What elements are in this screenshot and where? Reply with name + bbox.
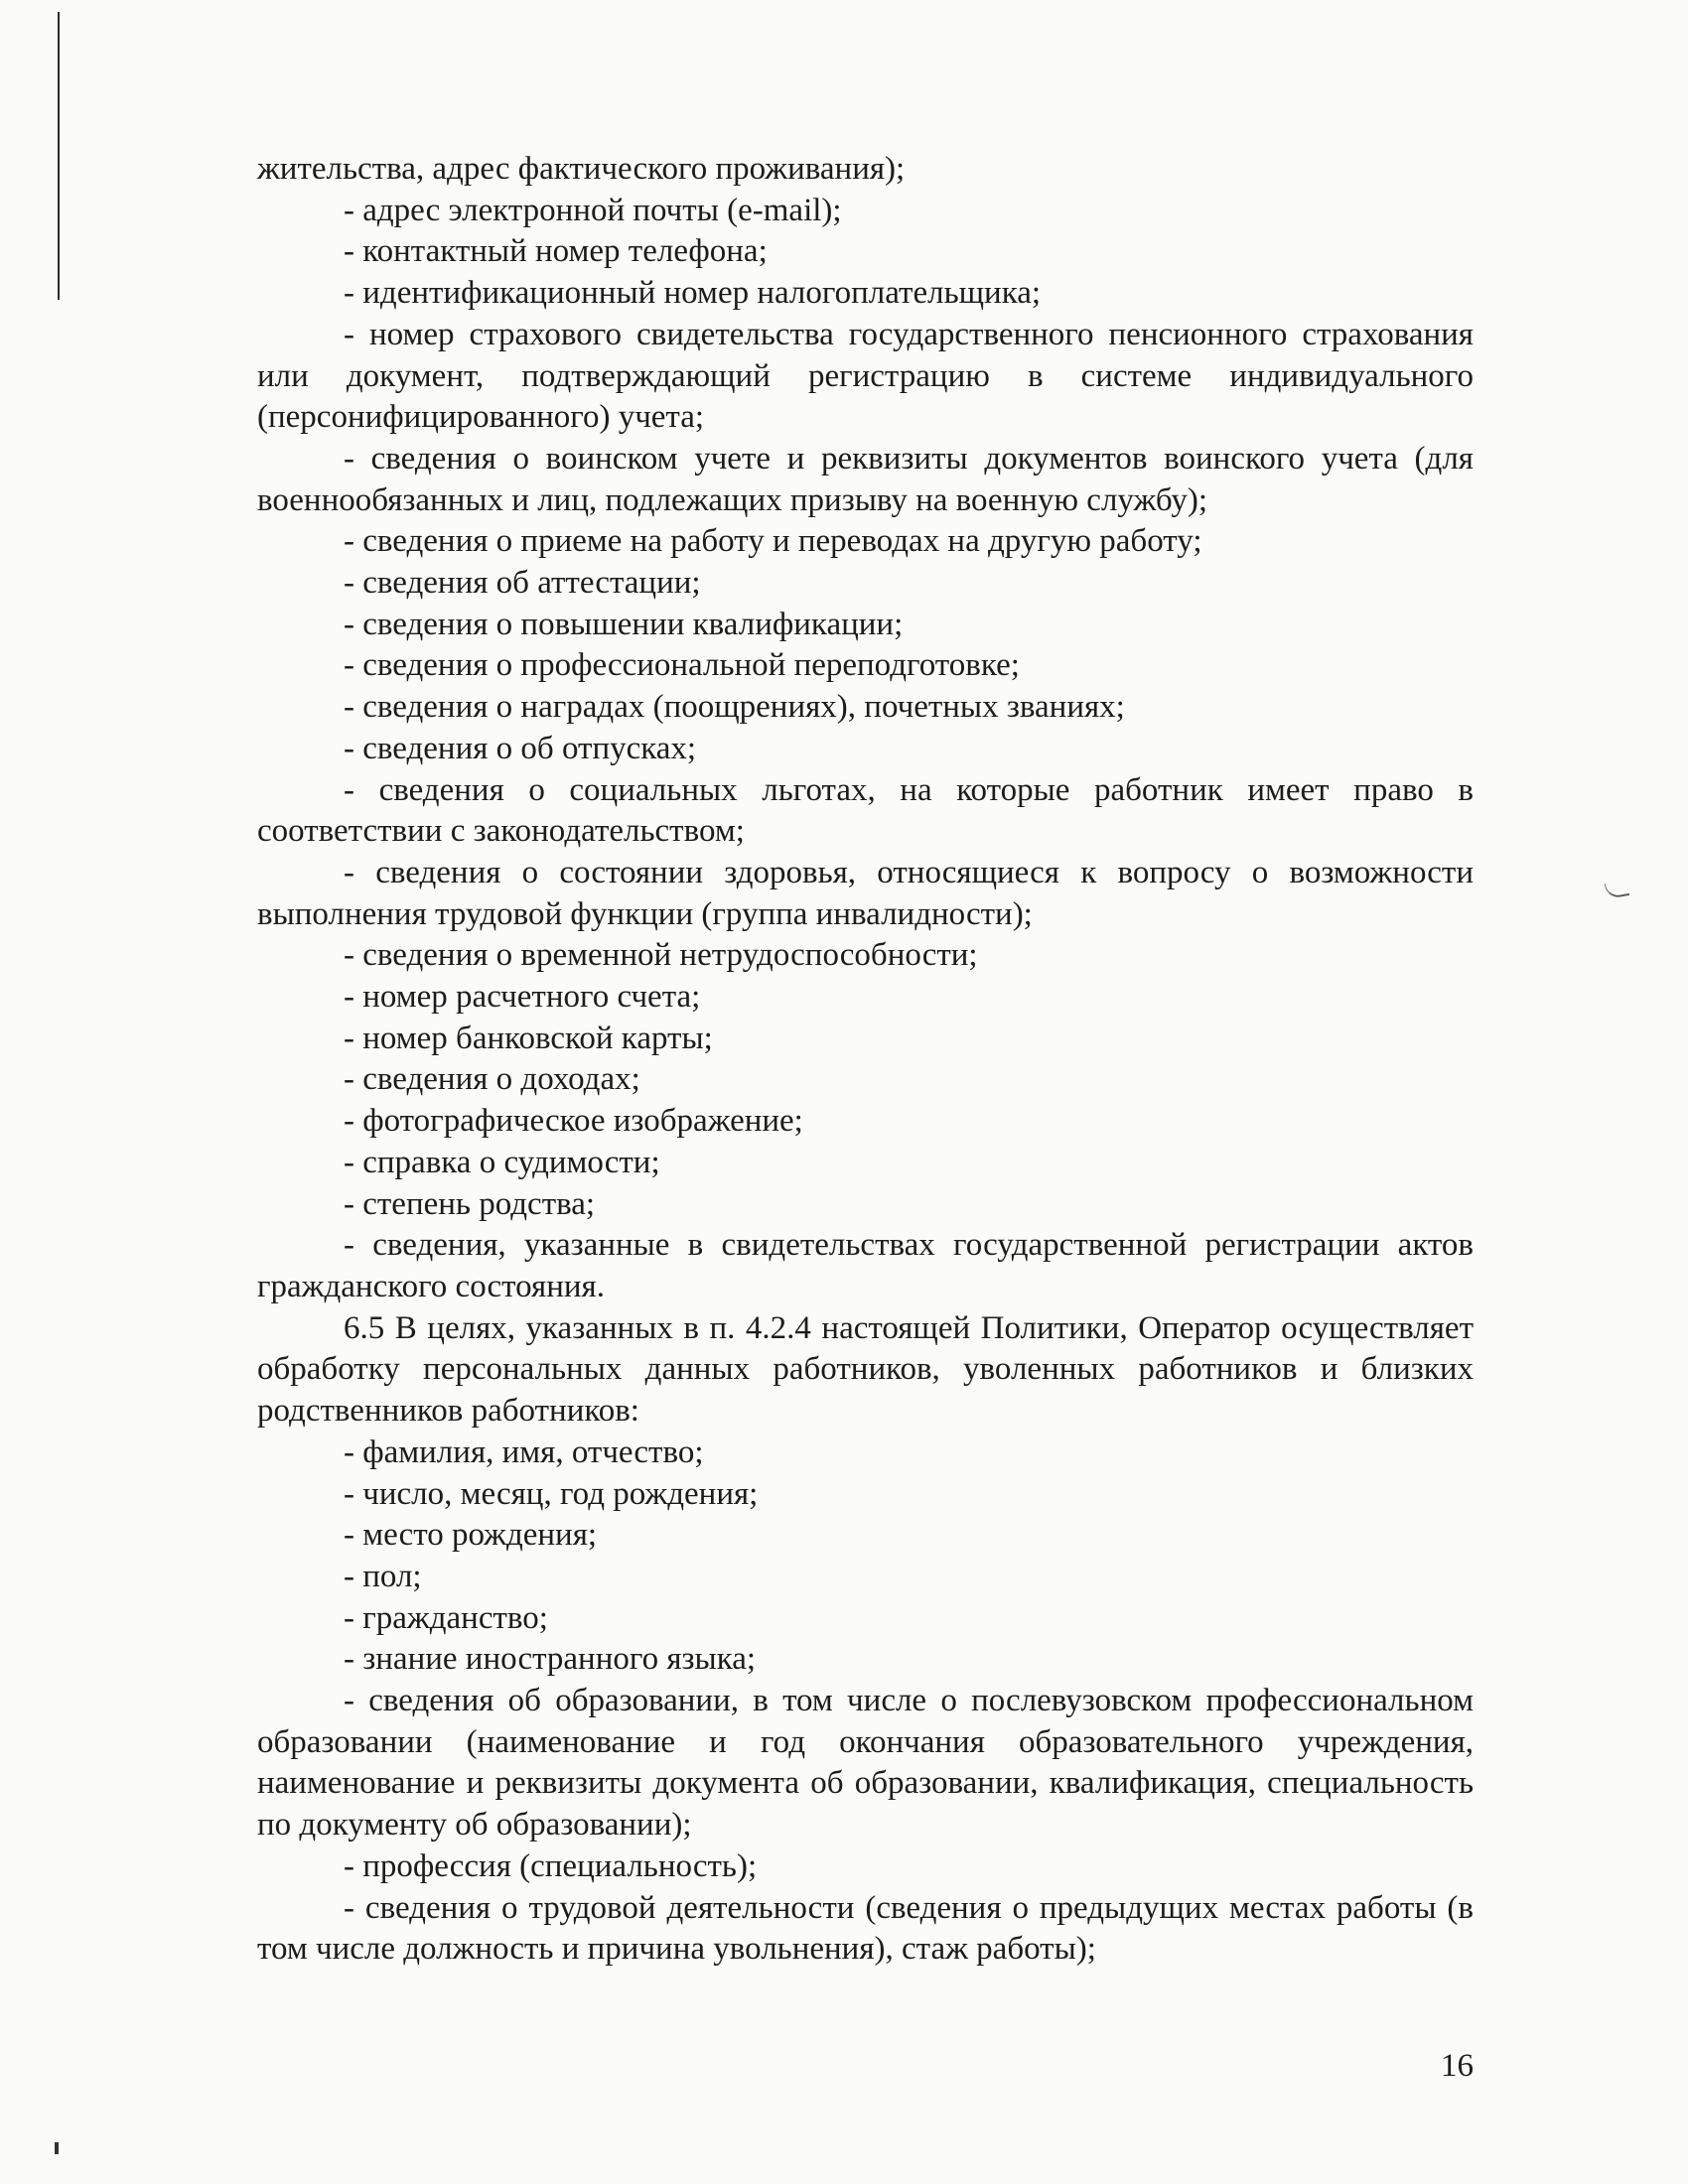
list-item: - сведения о временной нетрудоспособности;: [344, 937, 978, 974]
stray-pen-mark: [1605, 880, 1629, 899]
scan-corner-mark: [55, 2142, 59, 2154]
list-item: - сведения о приеме на работу и переводах на другую работу;: [344, 523, 1202, 560]
list-item: - сведения о трудовой деятельности (сведения о предыдущих местах работы (в том числе должность и причина увольнения), стаж работы);: [257, 1889, 1474, 1968]
list-item: - место рождения;: [344, 1517, 598, 1554]
list-item: - сведения о доходах;: [344, 1061, 640, 1098]
list-item: - пол;: [344, 1558, 422, 1594]
list-item: - сведения, указанные в свидетельствах государственной регистрации актов гражданского состояния.: [257, 1227, 1474, 1304]
page-number: 16: [1441, 2048, 1474, 2084]
list-item: - сведения об образовании, в том числе о послевузовском профессиональном образовании (наименование и год окончания образовательного учреждения, наименование и реквизиты документа об образовании, квалификация, специальность по документу об образовании);: [257, 1683, 1474, 1843]
list-item: - сведения о состоянии здоровья, относящиеся к вопросу о возможности выполнения трудовой функции (группа инвалидности);: [257, 854, 1474, 932]
list-item: - гражданство;: [344, 1599, 548, 1636]
list-item: - фамилия, имя, отчество;: [344, 1433, 704, 1470]
list-item: - контактный номер телефона;: [344, 233, 768, 270]
list-item: - сведения о воинском учете и реквизиты документов воинского учета (для военнообязанных и лиц, подлежащих призыву на военную службу);: [257, 440, 1474, 518]
paragraph: жительства, адрес фактического проживания);: [257, 151, 906, 187]
document-body: [257, 149, 1474, 1971]
list-item: - номер банковской карты;: [344, 1020, 713, 1056]
list-item: - сведения о наградах (поощрениях), почетных званиях;: [344, 689, 1125, 726]
list-item: - знание иностранного языка;: [344, 1641, 757, 1678]
section-paragraph-6-5: 6.5 В целях, указанных в п. 4.2.4 настоящей Политики, Оператор осуществляет обработку персональных данных работников, уволенных работников и близких родственников работников:: [257, 1309, 1474, 1430]
list-item: - сведения об аттестации;: [344, 565, 701, 602]
scan-edge-line: [58, 12, 60, 300]
list-item: - сведения о об отпусках;: [344, 730, 697, 766]
list-item: - идентификационный номер налогоплательщика;: [344, 275, 1042, 312]
list-item: - справка о судимости;: [344, 1144, 660, 1180]
list-item: - сведения о профессиональной переподготовке;: [344, 647, 1020, 684]
list-item: - фотографическое изображение;: [344, 1103, 803, 1140]
list-item: - сведения о повышении квалификации;: [344, 606, 904, 642]
list-item: - сведения о социальных льготах, на которые работник имеет право в соответствии с законодательством;: [257, 771, 1474, 850]
list-item: - номер расчетного счета;: [344, 979, 701, 1016]
list-item: - профессия (специальность);: [344, 1847, 758, 1884]
list-item: - адрес электронной почты (e-mail);: [344, 192, 842, 228]
list-item: - число, месяц, год рождения;: [344, 1475, 759, 1512]
list-item: - степень родства;: [344, 1185, 596, 1222]
list-item: - номер страхового свидетельства государственного пенсионного страхования или документ, подтверждающий регистрацию в системе индивидуального (персонифицированного) учета;: [257, 316, 1474, 436]
